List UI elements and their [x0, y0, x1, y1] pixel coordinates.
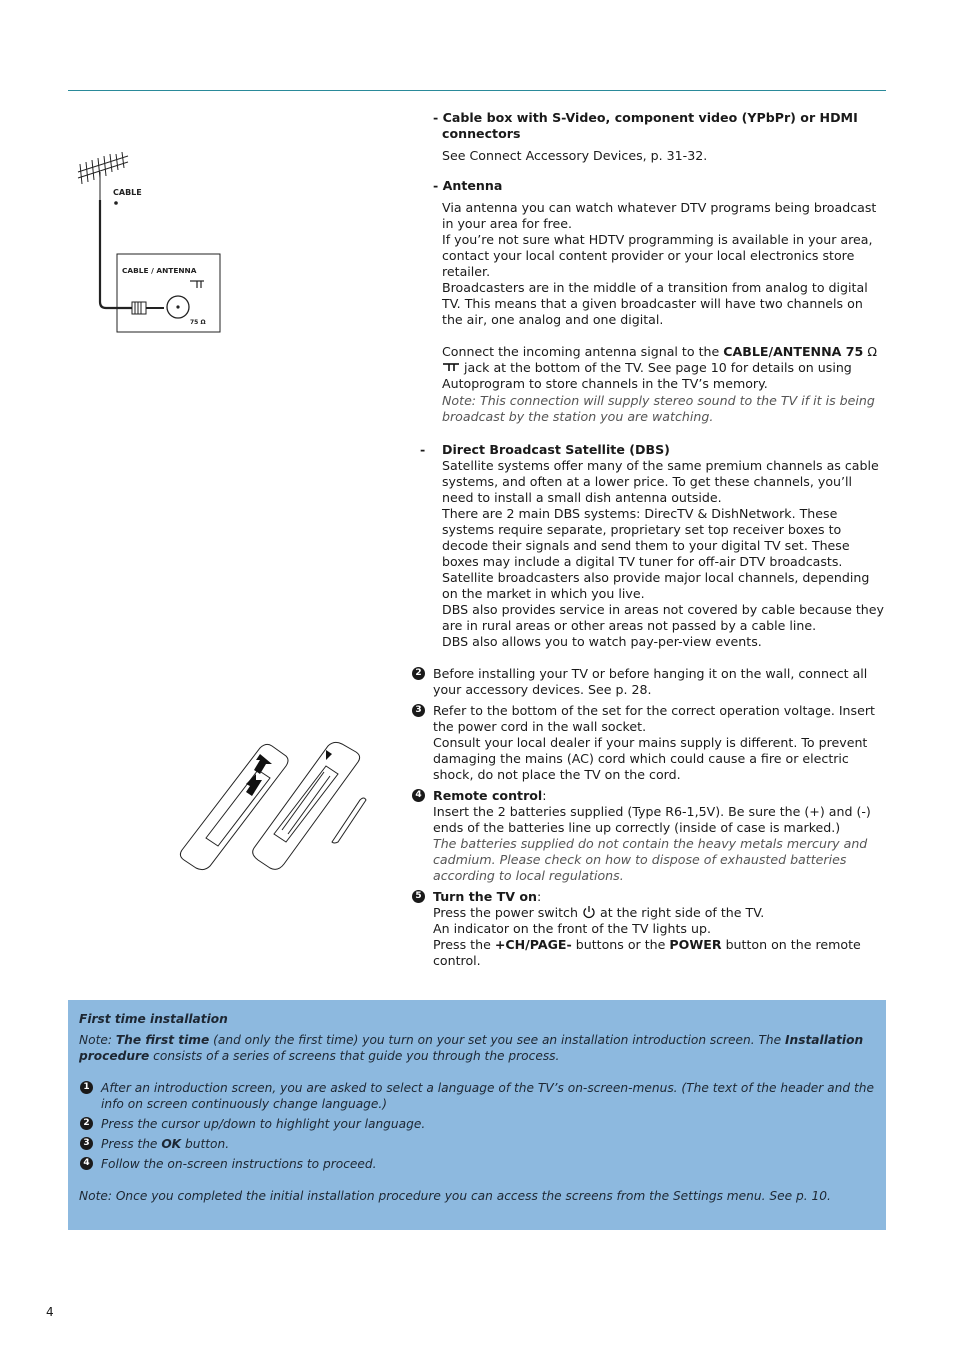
- cable-box-text: See Connect Accessory Devices, p. 31-32.: [442, 148, 708, 163]
- install-step-3-text: [101, 1136, 875, 1152]
- remote-battery-drawing: [176, 738, 368, 878]
- install-step-number-4: 4: [80, 1157, 93, 1170]
- antenna-heading: - Antenna: [433, 178, 503, 193]
- remote-control-heading: Remote control: [433, 788, 543, 803]
- dbs-paragraph-4: DBS also provides service in areas not covered by cable because they are in rural areas or other areas not passed by a cable line.: [442, 602, 884, 633]
- step-number-2: 2: [412, 667, 425, 680]
- install-step-3: [79, 1136, 875, 1152]
- step-3-paragraph-1: Refer to the bottom of the set for the correct operation voltage. Insert the power cord in the wall socket.: [433, 703, 875, 734]
- ch-text-middle: buttons or the: [571, 937, 670, 952]
- step-2: [410, 666, 886, 698]
- step-number-4: 4: [412, 789, 425, 802]
- power-switch-line: [433, 905, 886, 921]
- box-title: First time installation: [79, 1012, 228, 1026]
- turn-tv-on-heading: Turn the TV on: [433, 889, 537, 904]
- note-end: consists of a series of screens that guide you through the process.: [149, 1049, 560, 1063]
- turn-tv-on-colon: :: [536, 889, 542, 904]
- right-column: [410, 110, 886, 974]
- remote-control-colon: :: [542, 788, 547, 803]
- step-number-5: 5: [412, 890, 425, 903]
- step-3: [410, 703, 886, 783]
- power-icon: [582, 905, 596, 919]
- cable-antenna-illustration: [72, 150, 224, 340]
- install-step-3-end: button.: [181, 1137, 230, 1151]
- install-step-number-3: 3: [80, 1137, 93, 1150]
- step-2-text: Before installing your TV or before hanging it on the wall, connect all your accessory devices. See p. 28.: [433, 666, 868, 697]
- antenna-paragraph-2: If you’re not sure what HDTV programming is available in your area, contact your local content provider or your local electronics store retailer.: [442, 232, 873, 279]
- cable-box-heading: - Cable box with S-Video, component video (YPbPr) or HDMI connectors: [433, 110, 858, 141]
- dbs-paragraph-5: DBS also allows you to watch pay-per-view events.: [442, 634, 762, 649]
- ch-text-start: Press the: [433, 937, 495, 952]
- ch-power-line: [433, 937, 886, 969]
- step-5: [410, 889, 886, 969]
- power-switch-text-start: Press the power switch: [433, 905, 582, 920]
- cable-label: CABLE: [113, 188, 142, 197]
- dbs-paragraph-3: Satellite broadcasters also provide major local channels, depending on the market in which you live.: [442, 570, 870, 601]
- first-time-installation-box: [68, 1000, 886, 1230]
- antenna-jack-icon: [442, 362, 460, 372]
- step-3-paragraph-2: Consult your local dealer if your mains supply is different. To prevent damaging the mains (AC) cord which could cause a fire or electric shock, do not place the TV on the cord.: [433, 735, 868, 782]
- install-step-2-text: Press the cursor up/down to highlight your language.: [101, 1117, 426, 1131]
- antenna-cable-drawing: [72, 150, 224, 340]
- dbs-dash: -: [420, 442, 426, 457]
- dbs-section: [410, 442, 886, 650]
- box-closing-note: Note: Once you completed the initial installation procedure you can access the screens from the Settings menu. See p. 10.: [79, 1189, 831, 1203]
- install-step-4: [79, 1156, 875, 1172]
- dbs-paragraph-1: Satellite systems offer many of the same premium channels as cable systems, and often at a lower price. To get these channels, you’ll need to install a small dish antenna outside.: [442, 458, 879, 505]
- note-middle: (and only the first time) you turn on your set you see an installation introduction screen. The: [209, 1033, 786, 1047]
- ohm-symbol: Ω: [867, 344, 877, 359]
- install-step-2: [79, 1116, 875, 1132]
- cable-antenna-jack-label: CABLE / ANTENNA: [122, 266, 197, 275]
- dbs-paragraph-2: There are 2 main DBS systems: DirecTV & DishNetwork. These systems require separate, proprietary set top receiver boxes to decode their signals and send them to your digital TV set. These boxes may include a digital TV tuner for off-air DTV broadcasts.: [442, 506, 850, 569]
- install-step-1: [79, 1080, 875, 1112]
- battery-note: The batteries supplied do not contain the heavy metals mercury and cadmium. Please check on how to dispose of exhausted batteries according to local regulations.: [433, 836, 868, 883]
- box-intro-note: [79, 1032, 875, 1064]
- step-4: [410, 788, 886, 884]
- step-4-paragraph: Insert the 2 batteries supplied (Type R6-1,5V). Be sure the (+) and (-) ends of the batteries line up correctly (inside of case is marked.): [433, 804, 871, 835]
- antenna-connect-paragraph: [410, 344, 886, 392]
- ohm-label: 75 Ω: [190, 319, 206, 326]
- install-step-1-text: After an introduction screen, you are asked to select a language of the TV’s on-screen-menus. (The text of the header and the info on screen continuously change language.): [101, 1081, 874, 1111]
- antenna-note: Note: This connection will supply stereo sound to the TV if it is being broadcast by the station you are watching.: [442, 393, 875, 424]
- install-step-number-2: 2: [80, 1117, 93, 1130]
- remote-battery-illustration: [176, 738, 368, 878]
- page-number: 4: [46, 1305, 54, 1319]
- dbs-heading: Direct Broadcast Satellite (DBS): [442, 442, 670, 457]
- antenna-paragraph-3: Broadcasters are in the middle of a transition from analog to digital TV. This means that a given broadcaster will have two channels on the air, one analog and one digital.: [442, 280, 868, 327]
- power-button-label: POWER: [669, 937, 722, 952]
- connect-text-end: jack at the bottom of the TV. See page 10 for details on using Autoprogram to store channels in the TV’s memory.: [442, 360, 852, 391]
- step-number-3: 3: [412, 704, 425, 717]
- note-prefix: Note:: [79, 1033, 116, 1047]
- installation-procedure-emphasis: Installation procedure: [79, 1033, 864, 1063]
- the-first-time-emphasis: The first time: [115, 1033, 210, 1047]
- antenna-paragraph-1: Via antenna you can watch whatever DTV programs being broadcast in your area for free.: [442, 200, 877, 231]
- ch-page-button-label: +CH/PAGE-: [494, 937, 572, 952]
- install-step-4-text: Follow the on-screen instructions to proceed.: [101, 1157, 377, 1171]
- top-rule: [68, 90, 886, 91]
- ok-button-label: OK: [161, 1137, 182, 1151]
- install-step-3-start: Press the: [101, 1137, 162, 1151]
- power-switch-text-end: at the right side of the TV.: [595, 905, 765, 920]
- install-step-number-1: 1: [80, 1081, 93, 1094]
- ch-text-end: button on the remote control.: [433, 937, 861, 968]
- indicator-line: An indicator on the front of the TV lights up.: [433, 921, 711, 936]
- connect-text-start: Connect the incoming antenna signal to the: [442, 344, 724, 359]
- cable-antenna-75-label: CABLE/ANTENNA 75: [723, 344, 864, 359]
